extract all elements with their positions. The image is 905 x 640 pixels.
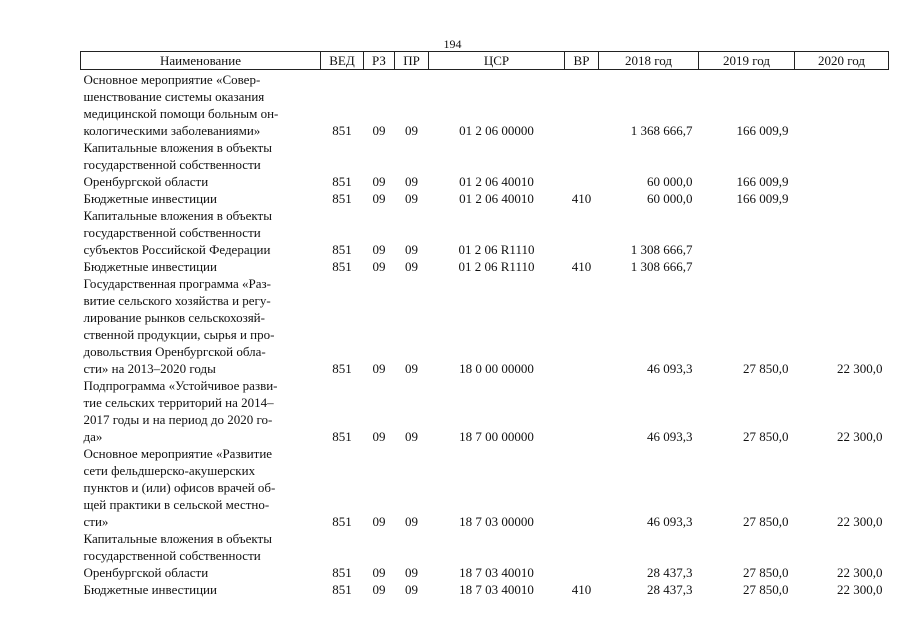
- name-line: Капитальные вложения в объекты: [83, 140, 272, 155]
- cell-2019: 27 850,0: [743, 429, 789, 444]
- cell-vr: 410: [571, 191, 592, 206]
- cell-csr: 18 7 03 40010: [459, 582, 534, 597]
- cell-2020: 22 300,0: [837, 514, 883, 529]
- name-line: государственной собственности: [83, 157, 261, 172]
- cell-ved: 851: [332, 242, 352, 257]
- name-line: сти»: [83, 514, 109, 529]
- cell-ved: 851: [332, 429, 352, 444]
- name-line: довольствия Оренбургской обла-: [83, 344, 266, 359]
- header-name: Наименование: [81, 52, 321, 70]
- name-line: сети фельдшерско-акушерских: [83, 463, 256, 478]
- cell-2018: 46 093,3: [647, 361, 693, 376]
- table-row: [81, 258, 889, 275]
- cell-ved: 851: [332, 191, 352, 206]
- cell-vr: 410: [571, 582, 592, 597]
- name-line: медицинской помощи больным он-: [83, 106, 279, 121]
- cell-pr: 09: [405, 242, 418, 257]
- cell-2019: 27 850,0: [743, 565, 789, 580]
- cell-pr: 09: [405, 582, 418, 597]
- cell-rz: 09: [372, 514, 386, 529]
- cell-csr: 18 7 03 40010: [459, 565, 534, 580]
- table-row: [81, 581, 889, 598]
- header-csr: ЦСР: [429, 52, 565, 70]
- cell-name: [81, 258, 321, 275]
- name-line: пунктов и (или) офисов врачей об-: [83, 480, 276, 495]
- cell-2019: 27 850,0: [743, 514, 789, 529]
- cell-csr: 01 2 06 00000: [459, 123, 534, 138]
- cell-rz: 09: [372, 242, 386, 257]
- cell-rz: 09: [372, 565, 386, 580]
- cell-2018: 1 368 666,7: [630, 123, 693, 138]
- cell-vr: [565, 70, 599, 140]
- table-row: [81, 275, 889, 377]
- name-line: Основное мероприятие «Совер-: [83, 72, 261, 87]
- cell-pr: 09: [405, 361, 418, 376]
- name-line: да»: [83, 429, 103, 444]
- cell-rz: 09: [372, 123, 386, 138]
- cell-name: [81, 207, 321, 258]
- cell-2018: 46 093,3: [647, 514, 693, 529]
- cell-name: [81, 581, 321, 598]
- header-pr: ПР: [395, 52, 429, 70]
- cell-name: [81, 139, 321, 190]
- name-line: Капитальные вложения в объекты: [83, 531, 272, 546]
- cell-2020: [795, 139, 889, 190]
- cell-name: [81, 445, 321, 530]
- cell-rz: 09: [372, 174, 386, 189]
- cell-ved: 851: [332, 174, 352, 189]
- name-line: витие сельского хозяйства и регу-: [83, 293, 271, 308]
- cell-name: [81, 190, 321, 207]
- cell-vr: [565, 377, 599, 445]
- name-line: государственной собственности: [83, 225, 261, 240]
- cell-2018: 60 000,0: [647, 174, 693, 189]
- name-line: шенствование системы оказания: [83, 89, 265, 104]
- name-line: Оренбургской области: [83, 174, 209, 189]
- page-number: 194: [443, 37, 462, 51]
- cell-vr: [565, 139, 599, 190]
- cell-ved: 851: [332, 123, 352, 138]
- cell-csr: 01 2 06 R1110: [458, 259, 535, 274]
- table-row: [81, 70, 889, 140]
- cell-name: [81, 530, 321, 581]
- cell-ved: 851: [332, 565, 352, 580]
- name-line: государственной собственности: [83, 548, 261, 563]
- table-body: [81, 70, 889, 599]
- cell-csr: 01 2 06 40010: [459, 191, 534, 206]
- cell-pr: 09: [405, 429, 418, 444]
- table-row: [81, 139, 889, 190]
- cell-vr: [565, 530, 599, 581]
- cell-2020: [795, 207, 889, 258]
- name-line: лирование рынков сельскохозяй-: [83, 310, 265, 325]
- cell-2018: 1 308 666,7: [630, 242, 693, 257]
- cell-vr: [565, 275, 599, 377]
- cell-rz: 09: [372, 361, 386, 376]
- cell-pr: 09: [405, 191, 418, 206]
- cell-rz: 09: [372, 191, 386, 206]
- header-2019: 2019 год: [699, 52, 795, 70]
- cell-2019: 166 009,9: [736, 191, 789, 206]
- cell-name: [81, 377, 321, 445]
- table-row: [81, 530, 889, 581]
- cell-2019: [699, 207, 795, 258]
- name-line: сти» на 2013–2020 годы: [83, 361, 216, 376]
- header-rz: РЗ: [364, 52, 395, 70]
- name-line: Бюджетные инвестиции: [83, 259, 217, 274]
- cell-2020: 22 300,0: [837, 429, 883, 444]
- cell-2018: 1 308 666,7: [630, 259, 693, 274]
- table-row: [81, 190, 889, 207]
- table-row: [81, 207, 889, 258]
- cell-pr: 09: [405, 123, 418, 138]
- name-line: Подпрограмма «Устойчивое разви-: [83, 378, 278, 393]
- name-line: Бюджетные инвестиции: [83, 191, 217, 206]
- header-vr: ВР: [565, 52, 599, 70]
- cell-2019: 166 009,9: [736, 123, 789, 138]
- budget-table: [80, 51, 889, 598]
- name-line: субъектов Российской Федерации: [83, 242, 271, 257]
- cell-csr: 18 7 03 00000: [459, 514, 534, 529]
- cell-vr: [565, 445, 599, 530]
- cell-2020: 22 300,0: [837, 582, 883, 597]
- cell-2020: 22 300,0: [837, 361, 883, 376]
- cell-pr: 09: [405, 174, 418, 189]
- cell-rz: 09: [372, 582, 386, 597]
- cell-name: [81, 70, 321, 140]
- table-row: [81, 445, 889, 530]
- cell-2020: [795, 258, 889, 275]
- cell-ved: 851: [332, 361, 352, 376]
- cell-2020: 22 300,0: [837, 565, 883, 580]
- cell-rz: 09: [372, 429, 386, 444]
- table-row: [81, 377, 889, 445]
- cell-csr: 18 0 00 00000: [459, 361, 534, 376]
- cell-pr: 09: [405, 259, 418, 274]
- cell-2019: 166 009,9: [736, 174, 789, 189]
- cell-2019: 27 850,0: [743, 361, 789, 376]
- cell-ved: 851: [332, 259, 352, 274]
- cell-2019: 27 850,0: [743, 582, 789, 597]
- name-line: ственной продукции, сырья и про-: [83, 327, 275, 342]
- name-line: Бюджетные инвестиции: [83, 582, 217, 597]
- header-2018: 2018 год: [599, 52, 699, 70]
- cell-2020: [795, 190, 889, 207]
- cell-2019: [699, 258, 795, 275]
- name-line: щей практики в сельской местно-: [83, 497, 270, 512]
- cell-vr: [565, 207, 599, 258]
- cell-rz: 09: [372, 259, 386, 274]
- name-line: тие сельских территорий на 2014–: [83, 395, 274, 410]
- table-header-row: [81, 52, 889, 70]
- cell-csr: 01 2 06 40010: [459, 174, 534, 189]
- cell-2018: 28 437,3: [647, 565, 693, 580]
- name-line: 2017 годы и на период до 2020 го-: [83, 412, 273, 427]
- cell-pr: 09: [405, 514, 418, 529]
- cell-pr: 09: [405, 565, 418, 580]
- cell-2018: 60 000,0: [647, 191, 693, 206]
- cell-name: [81, 275, 321, 377]
- cell-csr: 18 7 00 00000: [459, 429, 534, 444]
- name-line: кологическими заболеваниями»: [83, 123, 261, 138]
- cell-ved: 851: [332, 514, 352, 529]
- name-line: Оренбургской области: [83, 565, 209, 580]
- name-line: Капитальные вложения в объекты: [83, 208, 272, 223]
- name-line: Государственная программа «Раз-: [83, 276, 271, 291]
- header-ved: ВЕД: [321, 52, 364, 70]
- header-2020: 2020 год: [795, 52, 889, 70]
- cell-2018: 46 093,3: [647, 429, 693, 444]
- name-line: Основное мероприятие «Развитие: [83, 446, 273, 461]
- cell-csr: 01 2 06 R1110: [458, 242, 535, 257]
- cell-vr: 410: [571, 259, 592, 274]
- cell-2020: [795, 70, 889, 140]
- cell-2018: 28 437,3: [647, 582, 693, 597]
- cell-ved: 851: [332, 582, 352, 597]
